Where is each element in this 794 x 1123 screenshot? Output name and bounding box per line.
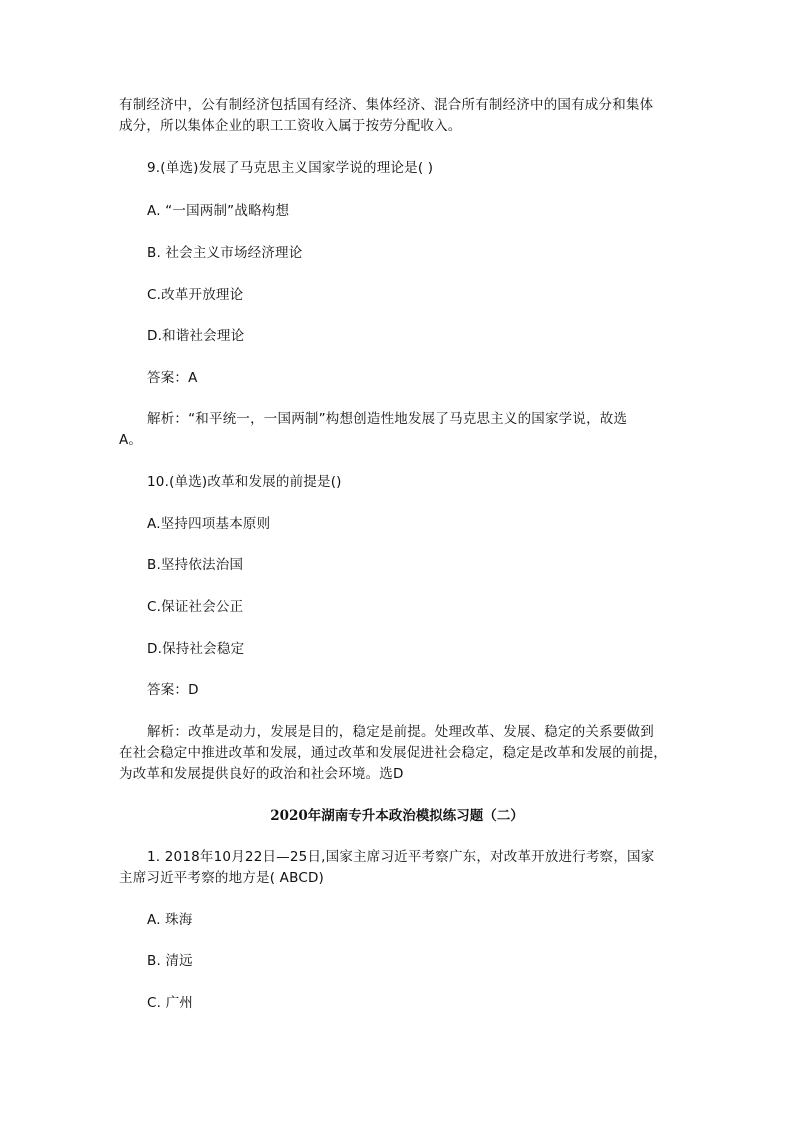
q10-option-c: C.保证社会公正	[147, 599, 244, 615]
q10-analysis-line-1: 解析：改革是动力，发展是目的，稳定是前提。处理改革、发展、稳定的关系要做到	[147, 724, 654, 740]
q9-option-b: B. 社会主义市场经济理论	[147, 245, 303, 261]
q9-option-d: D.和谐社会理论	[147, 328, 245, 344]
q10-analysis-line-2: 在社会稳定中推进改革和发展，通过改革和发展促进社会稳定，稳定是改革和发展的前提，	[119, 745, 667, 761]
s2-q1-option-c: C. 广州	[147, 995, 194, 1011]
s2-q1-option-a: A. 珠海	[147, 912, 193, 928]
q9-analysis-line-1: 解析：“和平统一，一国两制”构想创造性地发展了马克思主义的国家学说，故选	[147, 411, 628, 427]
q10-option-b: B.坚持依法治国	[147, 557, 244, 573]
s2-q1-option-b: B. 清远	[147, 953, 193, 969]
q9-analysis-line-2: A。	[119, 432, 143, 448]
intro-line-1: 有制经济中，公有制经济包括国有经济、集体经济、混合所有制经济中的国有成分和集体	[119, 97, 654, 113]
s2-q1-stem-line-2: 主席习近平考察的地方是( ABCD)	[119, 870, 325, 886]
section-title: 2020年湖南专升本政治模拟练习题（二）	[270, 808, 524, 824]
q10-option-a: A.坚持四项基本原则	[147, 516, 271, 532]
q10-analysis-line-3: 为改革和发展提供良好的政治和社会环境。选D	[119, 766, 404, 782]
s2-q1-stem-line-1: 1. 2018年10月22日—25日,国家主席习近平考察广东，对改革开放进行考察，国家	[147, 849, 655, 865]
q9-option-a: A. “一国两制”战略构想	[147, 203, 290, 219]
q10-answer: 答案：D	[147, 682, 199, 698]
q10-option-d: D.保持社会稳定	[147, 641, 245, 657]
q9-stem: 9.(单选)发展了马克思主义国家学说的理论是( )	[147, 160, 434, 176]
q10-stem: 10.(单选)改革和发展的前提是()	[147, 474, 342, 490]
q9-answer: 答案：A	[147, 370, 198, 386]
q9-option-c: C.改革开放理论	[147, 287, 244, 303]
intro-line-2: 成分，所以集体企业的职工工资收入属于按劳分配收入。	[119, 118, 462, 134]
